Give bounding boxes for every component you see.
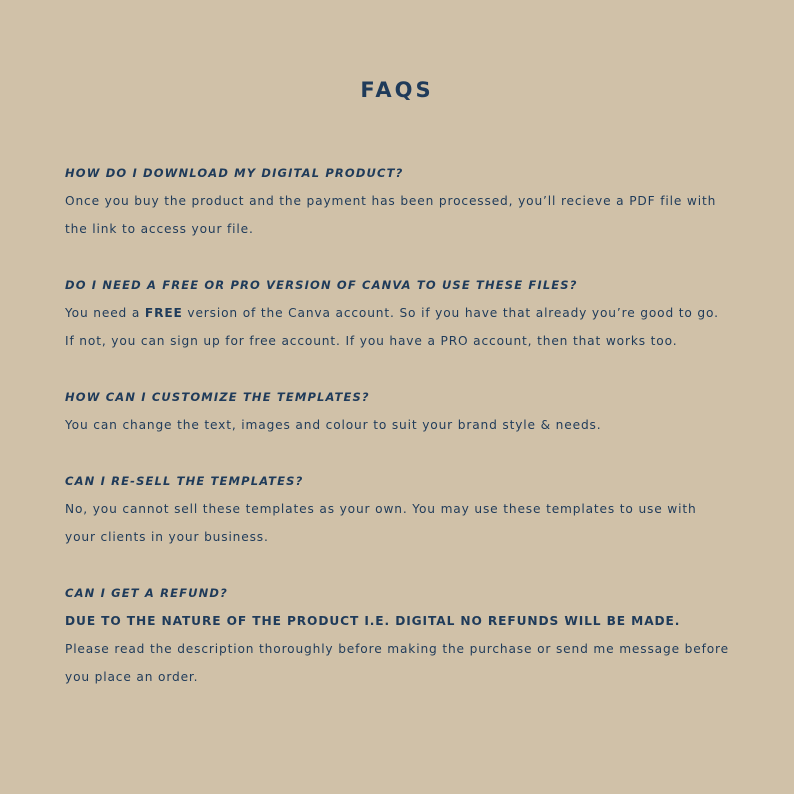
- answer-text: Please read the description thoroughly before making the purchase or send me message before you place an order.: [65, 642, 729, 684]
- faq-item-download: [65, 159, 729, 243]
- faq-answer: No, you cannot sell these templates as your own. You may use these templates to use with your clients in your business.: [65, 502, 697, 544]
- faq-answer: Once you buy the product and the payment has been processed, you’ll recieve a PDF file with the link to access your file.: [65, 194, 717, 236]
- faq-question: HOW DO I DOWNLOAD MY DIGITAL PRODUCT?: [65, 166, 404, 180]
- answer-text: You need a: [65, 306, 145, 320]
- faq-list: [65, 159, 729, 719]
- answer-emphasis: FREE: [144, 306, 183, 320]
- faq-item-canva-version: [65, 271, 729, 355]
- faq-item-customize: [65, 383, 729, 439]
- faq-question: DO I NEED A FREE OR PRO VERSION OF CANVA TO USE THESE FILES?: [65, 278, 578, 292]
- faq-answer: You can change the text, images and colour to suit your brand style & needs.: [65, 418, 602, 432]
- faq-answer: [65, 607, 729, 691]
- faq-question: HOW CAN I CUSTOMIZE THE TEMPLATES?: [65, 390, 370, 404]
- faq-answer: [65, 299, 729, 355]
- faq-question: CAN I GET A REFUND?: [65, 586, 228, 600]
- page-title: FAQS: [360, 78, 434, 102]
- answer-emphasis: DUE TO THE NATURE OF THE PRODUCT I.E. DIGITAL NO REFUNDS WILL BE MADE.: [65, 614, 681, 628]
- answer-text: version of the Canva account. So if you have that already you’re good to go. If not, you can sign up for free account. If you have a PRO account, then that works too.: [65, 306, 719, 348]
- faq-item-refund: [65, 579, 729, 691]
- faq-item-resell: [65, 467, 729, 551]
- faq-question: CAN I RE-SELL THE TEMPLATES?: [65, 474, 304, 488]
